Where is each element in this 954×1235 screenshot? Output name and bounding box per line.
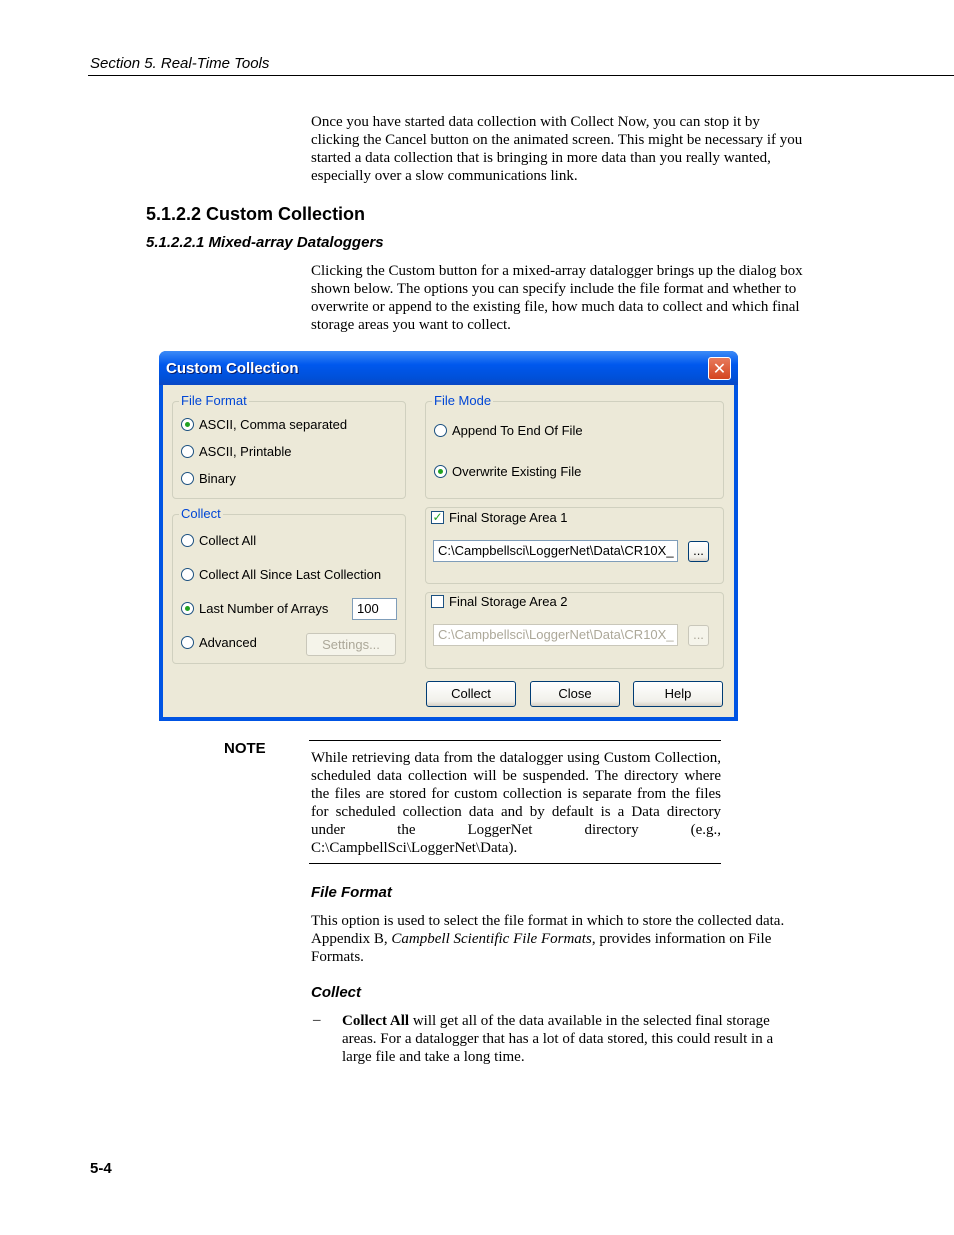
radio-append-label[interactable]: Append To End Of File — [452, 423, 583, 438]
file-format-text-b: , provides information on File Formats. — [311, 931, 772, 965]
radio-ascii-comma-label[interactable]: ASCII, Comma separated — [199, 417, 348, 432]
dialog-titlebar — [159, 351, 738, 385]
note-text: While retrieving data from the datalogger using Custom Collection, scheduled data collection will be suspended. The directory where the files are stored for custom collection is separate from the files for scheduled collection data and by default is a Data directory under the LoggerNet directory (e.g., C:\CampbellSci\LoggerNet\Data). — [311, 750, 721, 856]
collect-button[interactable]: Collect — [426, 681, 516, 707]
radio-binary-label[interactable]: Binary — [199, 471, 236, 486]
file-format-appendix-title: Campbell Scientific File Formats — [391, 931, 592, 947]
fsa1-checkbox[interactable]: ✓ — [432, 510, 443, 524]
collect-all-paragraph — [342, 1012, 802, 1066]
help-button[interactable]: Help — [633, 681, 723, 707]
heading-collect: Collect — [311, 984, 362, 1001]
mixed-array-paragraph: Clicking the Custom button for a mixed-array datalogger brings up the dialog box shown below. The options you can specify include the file format and whether to overwrite or append to the existing file, how much data to collect and which final storage areas you want to collect. — [311, 263, 803, 333]
heading-file-format: File Format — [311, 884, 392, 901]
fsa2-label[interactable]: Final Storage Area 2 — [449, 594, 568, 609]
file-format-label: File Format — [181, 393, 247, 408]
radio-append[interactable] — [434, 424, 447, 437]
collect-all-term: Collect All — [342, 1013, 410, 1029]
radio-advanced[interactable] — [181, 636, 194, 649]
file-format-text-a: This option is used to select the file format in which to store the collected data. Appendix B, — [311, 913, 785, 947]
radio-overwrite[interactable] — [434, 465, 447, 478]
dialog-client — [163, 385, 734, 717]
fsa1-path-input[interactable]: C:\Campbellsci\LoggerNet\Data\CR10X_ — [433, 540, 678, 562]
file-mode-group — [425, 393, 724, 499]
close-icon[interactable]: ✕ — [708, 357, 731, 380]
fsa1-label[interactable]: Final Storage Area 1 — [449, 510, 568, 525]
radio-ascii-printable[interactable] — [181, 445, 194, 458]
radio-overwrite-label[interactable]: Overwrite Existing File — [452, 464, 582, 479]
note-label: NOTE — [224, 740, 266, 757]
close-button[interactable]: Close — [530, 681, 620, 707]
page-number: 5-4 — [90, 1160, 112, 1177]
radio-collect-all[interactable] — [181, 534, 194, 547]
heading-mixed-array: 5.1.2.2.1 Mixed-array Dataloggers — [146, 234, 384, 251]
file-format-paragraph — [311, 912, 806, 966]
file-mode-label: File Mode — [434, 393, 492, 408]
heading-custom-collection: 5.1.2.2 Custom Collection — [146, 204, 366, 224]
note-box — [309, 740, 721, 864]
radio-ascii-comma[interactable] — [181, 418, 194, 431]
fsa2-checkbox[interactable] — [431, 595, 444, 608]
radio-last-arrays[interactable] — [181, 602, 194, 615]
radio-collect-all-label[interactable]: Collect All — [199, 533, 257, 548]
fsa1-browse-button[interactable]: ... — [688, 541, 709, 562]
fsa2-path-input[interactable]: C:\Campbellsci\LoggerNet\Data\CR10X_ — [433, 624, 678, 646]
radio-since-last-label[interactable]: Collect All Since Last Collection — [199, 567, 382, 582]
settings-button[interactable]: Settings... — [306, 633, 396, 656]
radio-binary[interactable] — [181, 472, 194, 485]
collect-all-text: will get all of the data available in the selected final storage areas. For a datalogger that has a lot of data stored, this could result in a large file and take a long time. — [342, 1013, 774, 1065]
radio-last-arrays-label[interactable]: Last Number of Arrays — [199, 601, 329, 616]
radio-since-last[interactable] — [181, 568, 194, 581]
fsa2-browse-button[interactable]: ... — [688, 625, 709, 646]
custom-collection-dialog — [159, 351, 738, 721]
running-header: Section 5. Real-Time Tools — [90, 55, 270, 72]
radio-advanced-label[interactable]: Advanced — [199, 635, 257, 650]
header-rule — [88, 75, 954, 76]
intro-paragraph: Once you have started data collection with Collect Now, you can stop it by clicking the Cancel button on the animated screen. This might be necessary if you started a data collection that is bringing in more data than you really wanted, especially over a slow communications link. — [311, 114, 803, 184]
arrays-count-input[interactable]: 100 — [352, 598, 397, 620]
collect-label: Collect — [181, 506, 221, 521]
bullet-dash: – — [313, 1012, 321, 1028]
radio-ascii-printable-label[interactable]: ASCII, Printable — [199, 444, 292, 459]
dialog-title: Custom Collection — [166, 360, 299, 377]
